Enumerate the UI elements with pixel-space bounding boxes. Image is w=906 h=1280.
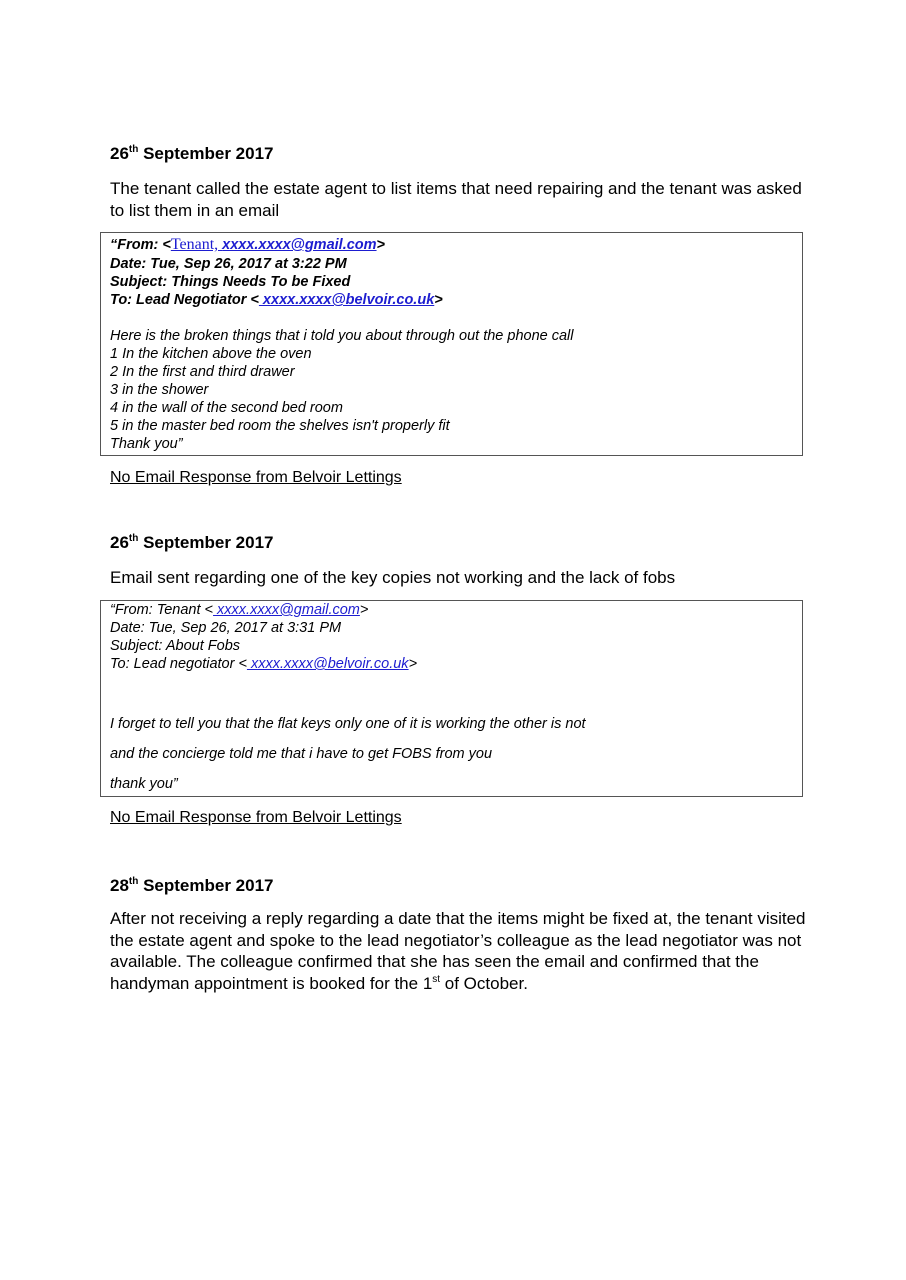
email-quote-box (100, 600, 803, 797)
entry-intro: Email sent regarding one of the key copies not working and the lack of fobs (110, 568, 676, 587)
entry-intro: The tenant called the estate agent to list items that need repairing and the tenant was asked to list them in an email (110, 179, 802, 220)
email-subject-line: Subject: Things Needs To be Fixed (110, 274, 351, 290)
entry-date: 28th September 2017 (110, 876, 274, 895)
email-from-name-link[interactable]: Tenant, (170, 236, 223, 253)
email-to-line: To: Lead Negotiator < xxxx.xxxx@belvoir.co.uk> (110, 292, 443, 308)
entry-date: 26th September 2017 (110, 533, 274, 552)
email-body-line: and the concierge told me that i have to get FOBS from you (110, 746, 493, 762)
email-blank-line (110, 674, 802, 716)
email-subject-line: Subject: About Fobs (110, 638, 241, 654)
email-body-line: 2 In the first and third drawer (110, 364, 295, 380)
email-date-line: Date: Tue, Sep 26, 2017 at 3:22 PM (110, 256, 347, 272)
email-quote-box (100, 232, 803, 456)
email-body-line: 1 In the kitchen above the oven (110, 346, 312, 362)
email-body-line: I forget to tell you that the flat keys only one of it is working the other is not (110, 716, 586, 732)
email-from-address-link[interactable]: xxxx.xxxx@gmail.com (222, 237, 377, 253)
email-from-line: “From: Tenant < xxxx.xxxx@gmail.com> (110, 602, 369, 618)
email-from-line: “From: <Tenant, xxxx.xxxx@gmail.com> (110, 236, 386, 253)
email-body-line: 3 in the shower (110, 382, 209, 398)
email-to-line: To: Lead negotiator < xxxx.xxxx@belvoir.co.uk> (110, 656, 418, 672)
entry-date: 26th September 2017 (110, 144, 274, 163)
email-from-address-link[interactable]: xxxx.xxxx@gmail.com (213, 602, 360, 618)
email-to-address-link[interactable]: xxxx.xxxx@belvoir.co.uk (258, 292, 435, 308)
email-body-line: Here is the broken things that i told you about through out the phone call (110, 328, 574, 344)
email-body-line: 4 in the wall of the second bed room (110, 400, 343, 416)
no-response-note: No Email Response from Belvoir Lettings (110, 809, 402, 826)
email-body-line: Thank you” (110, 436, 183, 452)
email-body-line: thank you” (110, 776, 178, 792)
email-to-address-link[interactable]: xxxx.xxxx@belvoir.co.uk (246, 656, 409, 672)
no-response-note: No Email Response from Belvoir Lettings (110, 469, 402, 486)
email-body-line: 5 in the master bed room the shelves isn't properly fit (110, 418, 450, 434)
entry-paragraph: After not receiving a reply regarding a date that the items might be fixed at, the tenant visited the estate agent and spoke to the lead negotiator’s colleague as the lead negotiator was not available. The colleague confirmed that she has seen the email and confirmed that the handyman appointment is booked for the 1st of October. (110, 909, 806, 993)
email-blank-line (110, 310, 802, 328)
email-date-line: Date: Tue, Sep 26, 2017 at 3:31 PM (110, 620, 342, 636)
